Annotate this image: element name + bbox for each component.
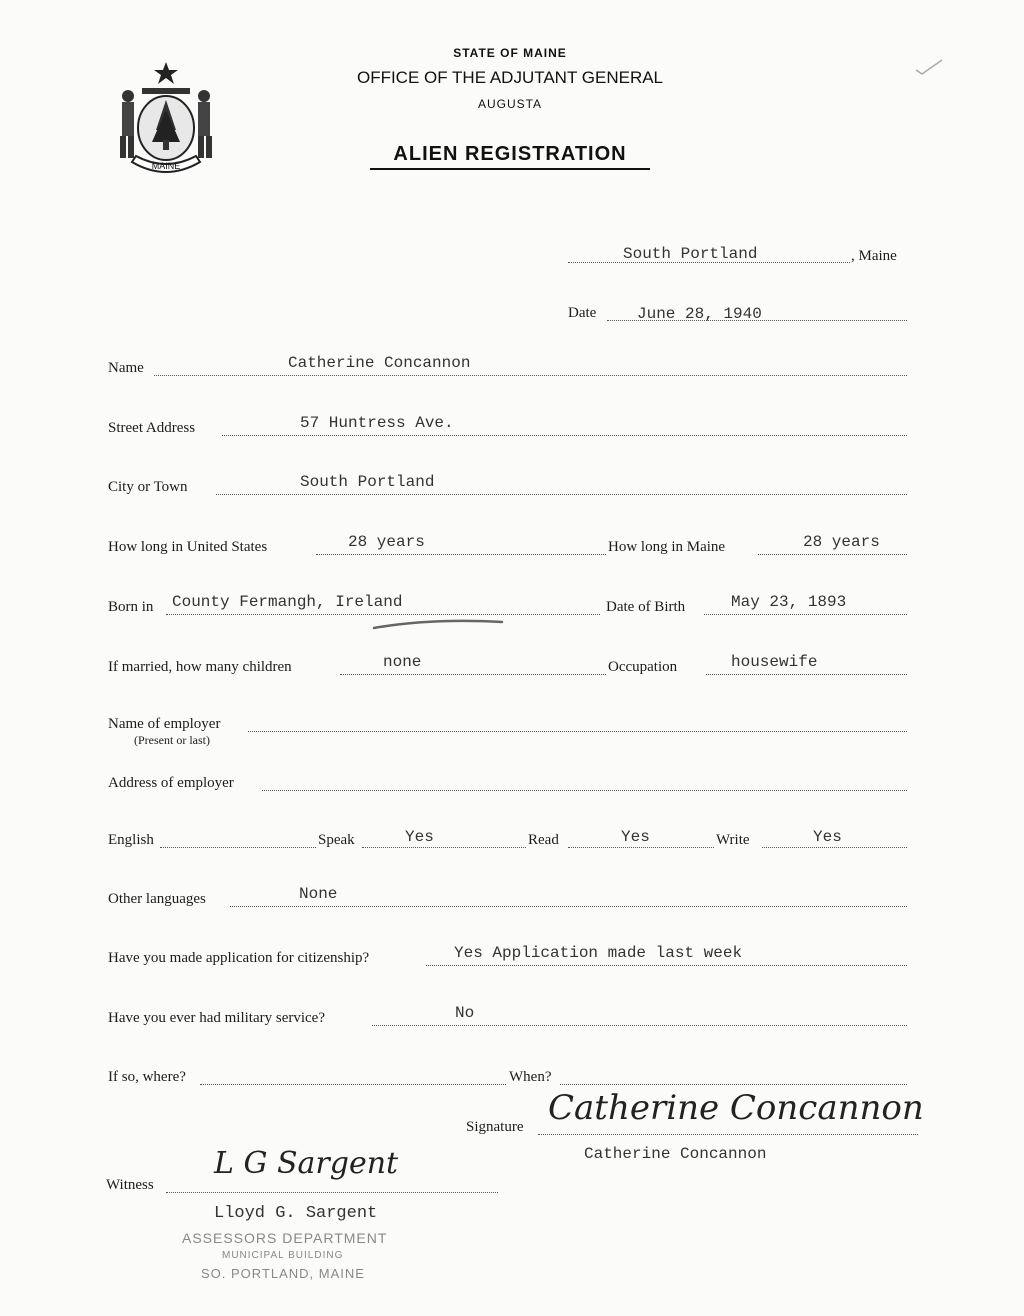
- employer-name-sublabel: (Present or last): [134, 733, 210, 747]
- city-label: City or Town: [108, 479, 188, 495]
- witness-label: Witness: [106, 1177, 154, 1193]
- place-suffix: , Maine: [851, 248, 897, 264]
- city-value: South Portland: [300, 473, 435, 491]
- witness-line: [166, 1192, 498, 1193]
- page-title: ALIEN REGISTRATION: [393, 143, 627, 165]
- signature-typed: Catherine Concannon: [584, 1145, 767, 1163]
- check-mark-icon: [914, 58, 944, 78]
- city-line: [216, 494, 907, 495]
- when-label: When?: [509, 1069, 552, 1085]
- english-label: English: [108, 832, 154, 848]
- read-value: Yes: [621, 828, 650, 846]
- maine-seal-icon: [112, 58, 220, 182]
- seal-text: MAINE: [151, 161, 181, 171]
- children-value: none: [383, 653, 422, 671]
- speak-value: Yes: [405, 828, 434, 846]
- dob-label: Date of Birth: [606, 599, 686, 615]
- us-duration-label: How long in United States: [108, 539, 268, 555]
- maine-duration-value: 28 years: [803, 533, 880, 551]
- maine-duration-line: [758, 554, 907, 555]
- where-label: If so, where?: [108, 1069, 186, 1085]
- name-line: [154, 375, 907, 376]
- witness-handwritten: L G Sargent: [214, 1146, 399, 1181]
- born-in-label: Born in: [108, 599, 154, 615]
- write-value: Yes: [813, 828, 842, 846]
- signature-line: [538, 1134, 918, 1135]
- occupation-line: [706, 674, 907, 675]
- place-value: South Portland: [623, 245, 758, 263]
- born-in-value: County Fermangh, Ireland: [172, 593, 403, 611]
- header-state: STATE OF MAINE: [453, 46, 567, 60]
- military-label: Have you ever had military service?: [108, 1010, 325, 1026]
- dob-value: May 23, 1893: [731, 593, 847, 611]
- street-label: Street Address: [108, 420, 196, 436]
- title-underline: [370, 168, 650, 170]
- occupation-value: housewife: [731, 653, 818, 671]
- employer-name-label: Name of employer: [108, 716, 221, 732]
- date-label: Date: [568, 305, 597, 321]
- where-line: [200, 1084, 506, 1085]
- citizenship-line: [426, 965, 907, 966]
- read-line: [568, 847, 714, 848]
- name-value: Catherine Concannon: [288, 354, 471, 372]
- citizenship-value: Yes Application made last week: [454, 944, 743, 962]
- dob-line: [704, 614, 907, 615]
- stamp-line-1: ASSESSORS DEPARTMENT: [182, 1230, 388, 1246]
- stamp-line-3: SO. PORTLAND, MAINE: [201, 1266, 365, 1281]
- employer-name-line: [248, 731, 907, 732]
- read-label: Read: [528, 832, 559, 848]
- street-line: [222, 435, 907, 436]
- witness-typed: Lloyd G. Sargent: [214, 1204, 378, 1223]
- children-label: If married, how many children: [108, 659, 292, 675]
- when-line: [560, 1084, 907, 1085]
- speak-label: Speak: [318, 832, 355, 848]
- stamp-line-2: MUNICIPAL BUILDING: [222, 1250, 344, 1261]
- pencil-mark-icon: [370, 616, 510, 632]
- us-duration-value: 28 years: [348, 533, 425, 551]
- signature-label: Signature: [466, 1119, 524, 1135]
- employer-address-label: Address of employer: [108, 775, 234, 791]
- name-label: Name: [108, 360, 144, 376]
- other-languages-line: [230, 906, 907, 907]
- signature-handwritten: Catherine Concannon: [548, 1088, 924, 1128]
- street-value: 57 Huntress Ave.: [300, 414, 454, 432]
- header-office: OFFICE OF THE ADJUTANT GENERAL: [356, 68, 664, 87]
- date-value: June 28, 1940: [637, 305, 762, 323]
- write-line: [762, 847, 907, 848]
- english-line: [160, 847, 316, 848]
- write-label: Write: [716, 832, 750, 848]
- military-value: No: [455, 1004, 475, 1022]
- employer-address-line: [262, 790, 907, 791]
- children-line: [340, 674, 606, 675]
- other-languages-value: None: [299, 885, 338, 903]
- other-languages-label: Other languages: [108, 891, 206, 907]
- maine-duration-label: How long in Maine: [608, 539, 726, 555]
- speak-line: [362, 847, 526, 848]
- occupation-label: Occupation: [608, 659, 678, 675]
- header-city: AUGUSTA: [477, 97, 543, 111]
- born-in-line: [166, 614, 600, 615]
- citizenship-label: Have you made application for citizenship?: [108, 950, 370, 966]
- us-duration-line: [316, 554, 606, 555]
- military-line: [372, 1025, 907, 1026]
